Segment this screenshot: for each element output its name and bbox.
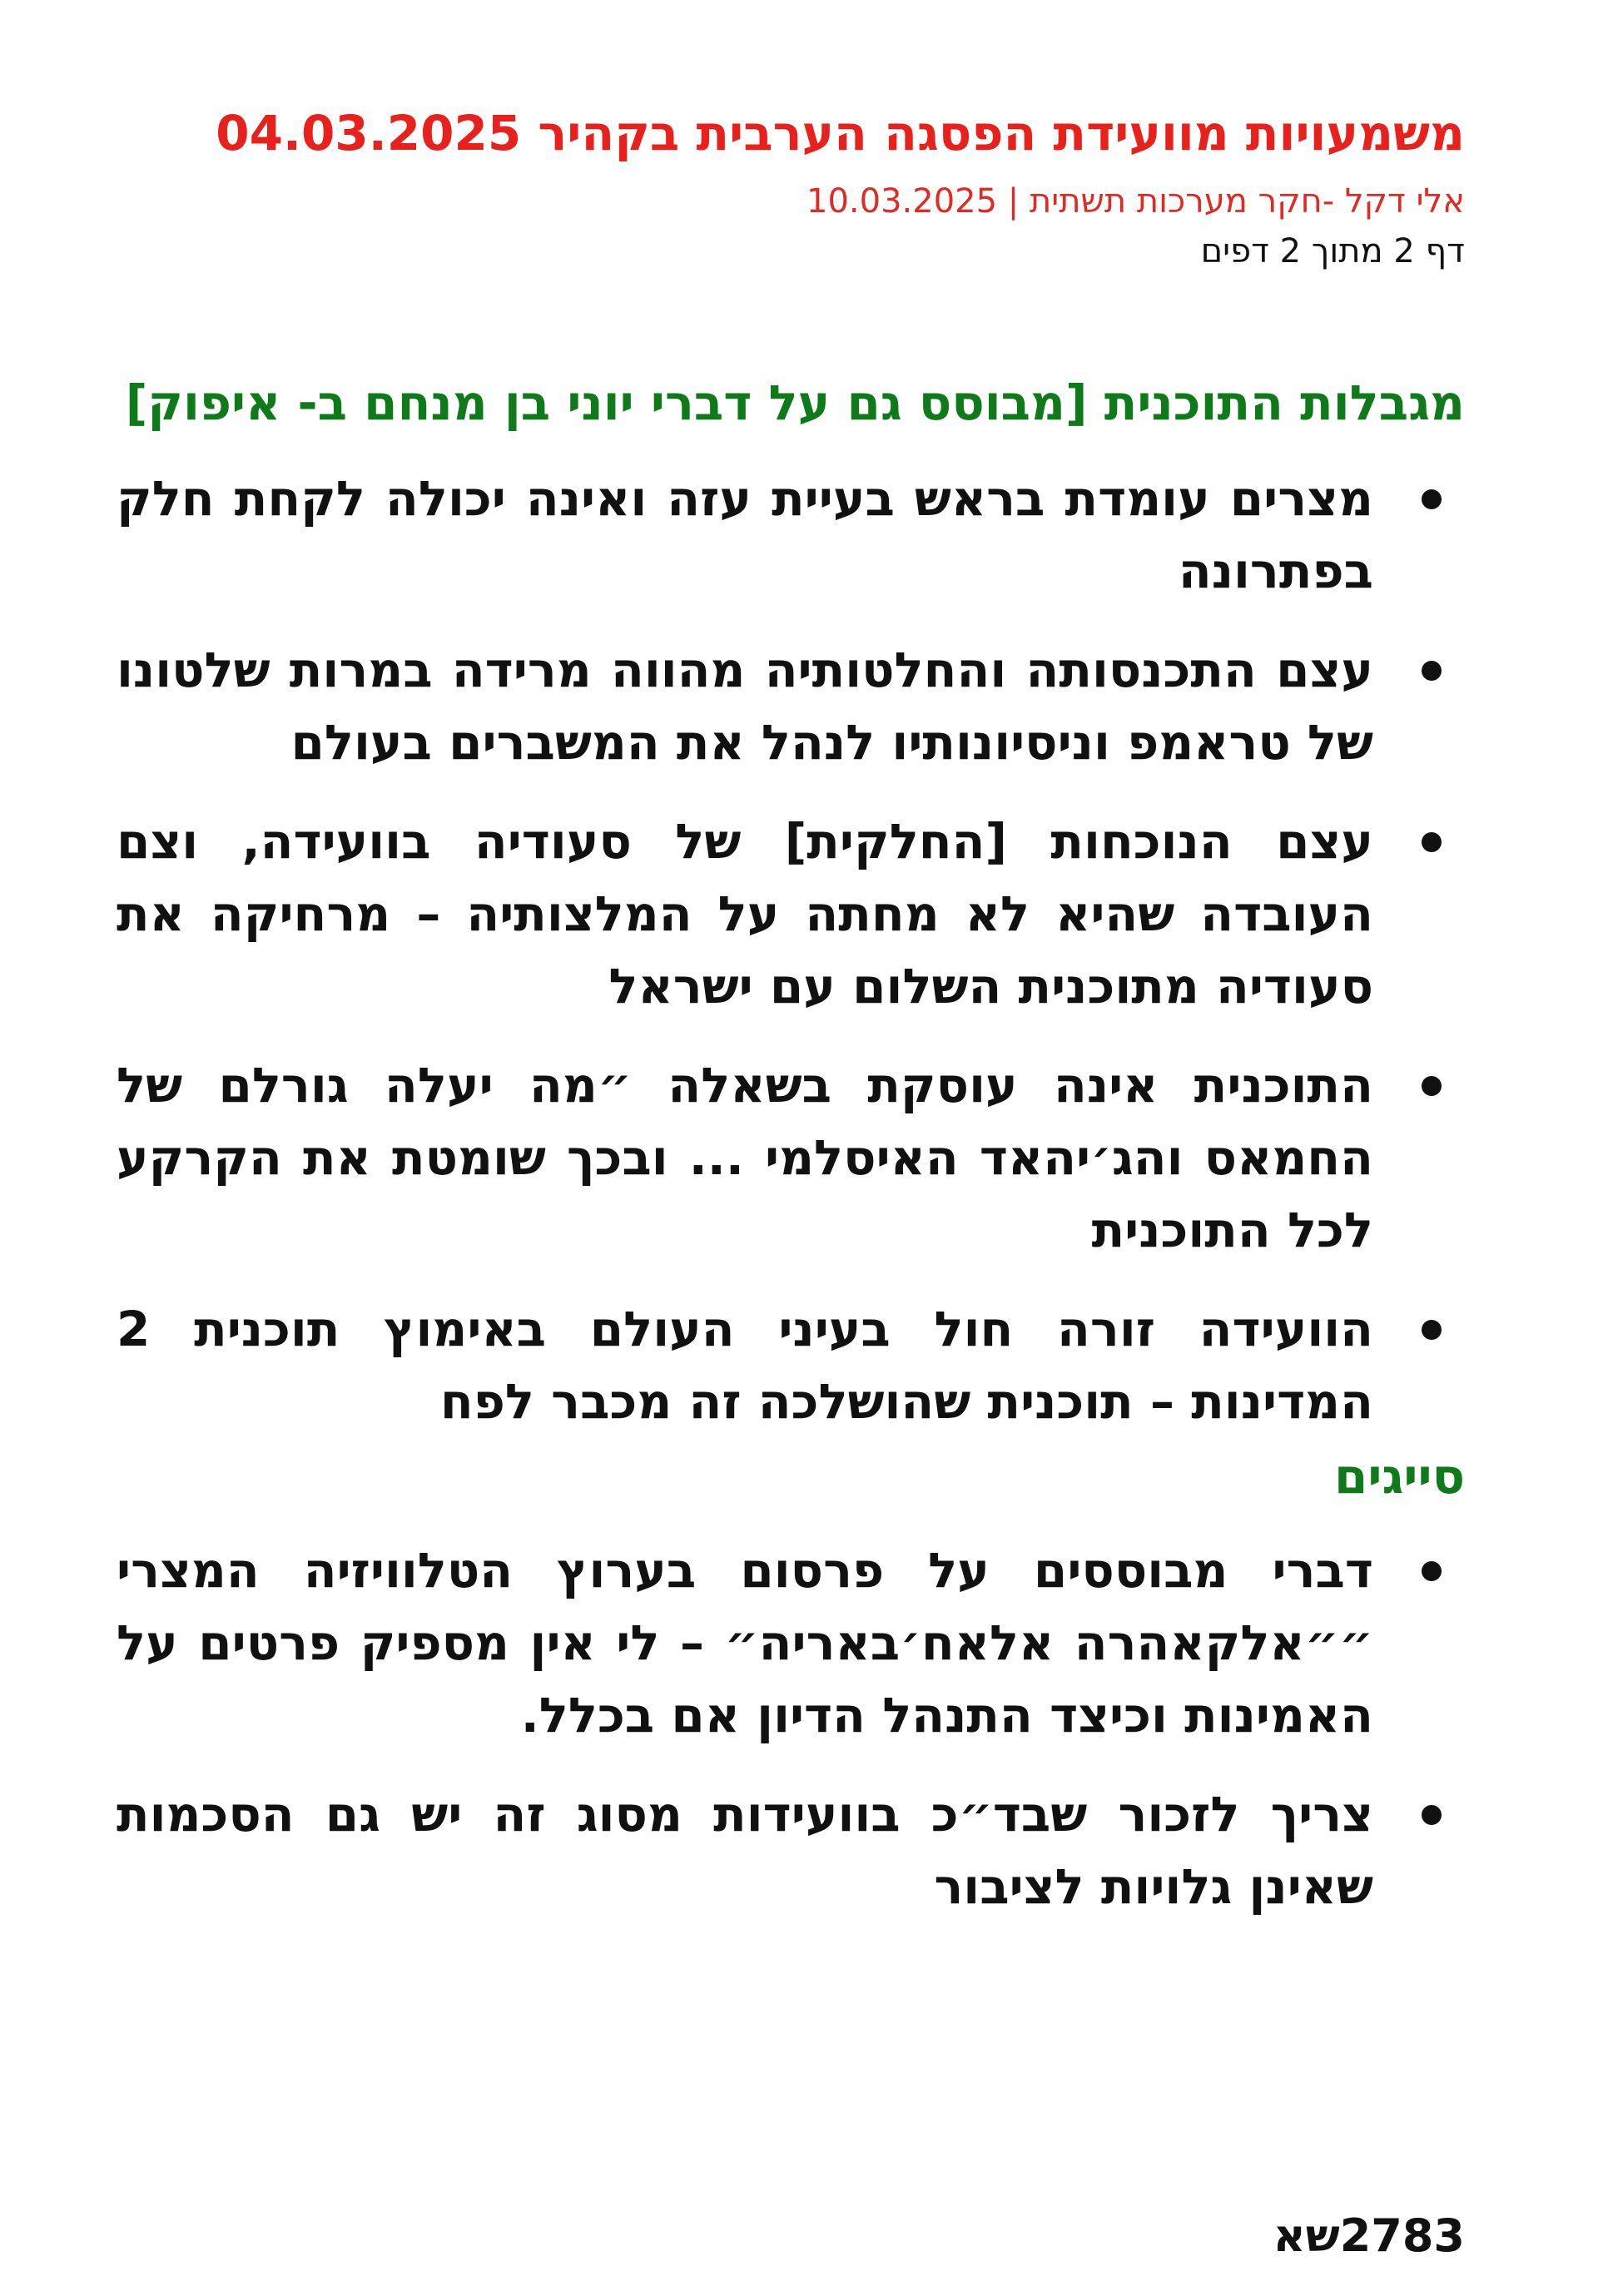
- bullet-icon: [1422, 1076, 1442, 1096]
- section-heading-plan-limitations: מגבלות התוכנית [מבוסס גם על דברי יוני בן מנחם ב- איפוק]: [125, 374, 1465, 431]
- list-item-text: מצרים עומדת בראש בעיית עזה ואינה יכולה לקחת חלק בפתרונה: [117, 470, 1373, 599]
- document-body: [117, 366, 1465, 1950]
- list-item-text: צריך לזכור שבד״כ בוועידות מסוג זה יש גם הסכמות שאינן גלויות לציבור: [117, 1786, 1373, 1915]
- bullet-icon: [1422, 661, 1442, 681]
- document-header: [133, 98, 1465, 276]
- caveats-list: [117, 1535, 1465, 1923]
- list-item-text: התוכנית אינה עוסקת בשאלה ״מה יעלה גורלם של החמאס והג׳יהאד האיסלמי ... ובכך שומטת את הקרקע לכל התוכנית: [117, 1057, 1373, 1258]
- document-title: משמעויות מוועידת הפסגה הערבית בקהיר 04.03.2025: [216, 105, 1465, 161]
- list-item: [117, 1049, 1465, 1267]
- list-item-text: דברי מבוססים על פרסום בערוץ הטלוויזיה המצרי ״״אלקאהרה אלאח׳באריה״ – לי אין מספיק פרטים על האמינות וכיצד התנהל הדיון אם בכלל.: [117, 1542, 1373, 1743]
- author-date-line: אלי דקל -חקר מערכות תשתית | 10.03.2025: [806, 182, 1465, 221]
- bullet-icon: [1422, 489, 1442, 509]
- plan-limitations-list: [117, 463, 1465, 1438]
- list-item-text: עצם הנוכחות [החלקית] של סעודיה בוועידה, וצם העובדה שהיא לא מחתה על המלצותיה – מרחיקה את סעודיה מתוכנית השלום עם ישראל: [117, 813, 1373, 1014]
- list-item-text: הוועידה זורה חול בעיני העולם באימוץ תוכנית 2 המדינות – תוכנית שהושלכה זה מכבר לפח: [117, 1301, 1373, 1430]
- document-code: 2783שא: [1273, 2209, 1465, 2262]
- list-item: [117, 806, 1465, 1023]
- bullet-icon: [1422, 832, 1442, 852]
- bullet-icon: [1422, 1805, 1442, 1825]
- list-item: [117, 634, 1465, 779]
- list-item: [117, 1778, 1465, 1923]
- section-heading-caveats: סייגים: [1334, 1448, 1465, 1505]
- page-number-line: דף 2 מתוך 2 דפים: [1200, 232, 1465, 270]
- list-item-text: עצם התכנסותה והחלטותיה מהווה מרידה במרות שלטונו של טראמפ וניסיונותיו לנהל את המשברים בעולם: [117, 642, 1373, 771]
- bullet-icon: [1422, 1320, 1442, 1340]
- list-item: [117, 1535, 1465, 1752]
- bullet-icon: [1422, 1561, 1442, 1581]
- list-item: [117, 1293, 1465, 1438]
- list-item: [117, 463, 1465, 607]
